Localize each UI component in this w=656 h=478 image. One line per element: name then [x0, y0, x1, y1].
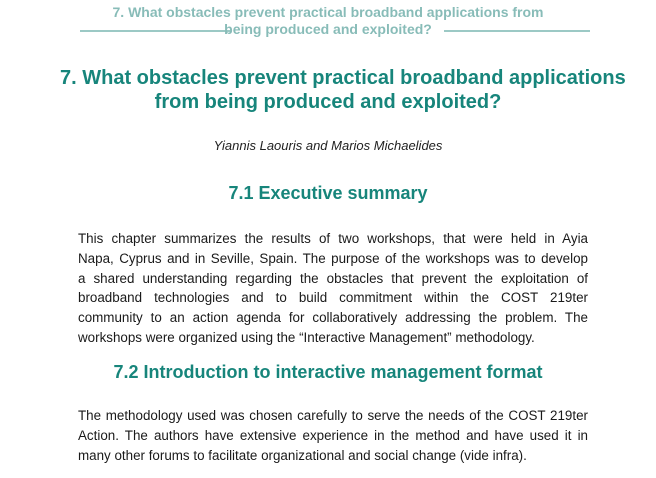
running-header: [0, 2, 656, 40]
running-header-rule-right: [444, 30, 590, 32]
paragraph-line: community to an action agenda for collaboratively addressing the problem. The: [78, 310, 588, 326]
section-heading-interactive-management: 7.2 Introduction to interactive management format: [113, 362, 543, 382]
running-header-line-1: 7. What obstacles prevent practical broadband applications from: [112, 4, 544, 20]
paragraph-line: Napa, Cyprus and in Seville, Spain. The purpose of the workshops was to develop: [78, 250, 588, 266]
paragraph-line: a shared understanding regarding the obstacles that prevent the exploitation of: [78, 270, 588, 286]
paragraph-line: many other forums to facilitate organizational and social change (vide infra).: [78, 447, 527, 463]
executive-summary-paragraph: [78, 229, 588, 348]
paragraph-line: This chapter summarizes the results of two workshops, that were held in Ayia: [78, 231, 588, 246]
paragraph-line: The methodology used was chosen carefully to serve the needs of the COST 219ter: [78, 408, 588, 423]
chapter-title-line-2: from being produced and exploited?: [154, 91, 502, 113]
section-heading-executive-summary: 7.1 Executive summary: [228, 183, 428, 203]
chapter-title-line-1: 7. What obstacles prevent practical broadband applications: [60, 67, 626, 89]
chapter-title: [60, 66, 626, 114]
paragraph-line: workshops were organized using the “Interactive Management” methodology.: [78, 329, 535, 345]
introduction-paragraph: [78, 406, 588, 465]
paragraph-line: Action. The authors have extensive experience in the method and have used it in: [78, 427, 588, 443]
authors: Yiannis Laouris and Marios Michaelides: [213, 138, 443, 153]
paragraph-line: broadband technologies and to build commitment within the COST 219ter: [78, 290, 588, 306]
running-header-line-2: being produced and exploited?: [224, 21, 432, 37]
